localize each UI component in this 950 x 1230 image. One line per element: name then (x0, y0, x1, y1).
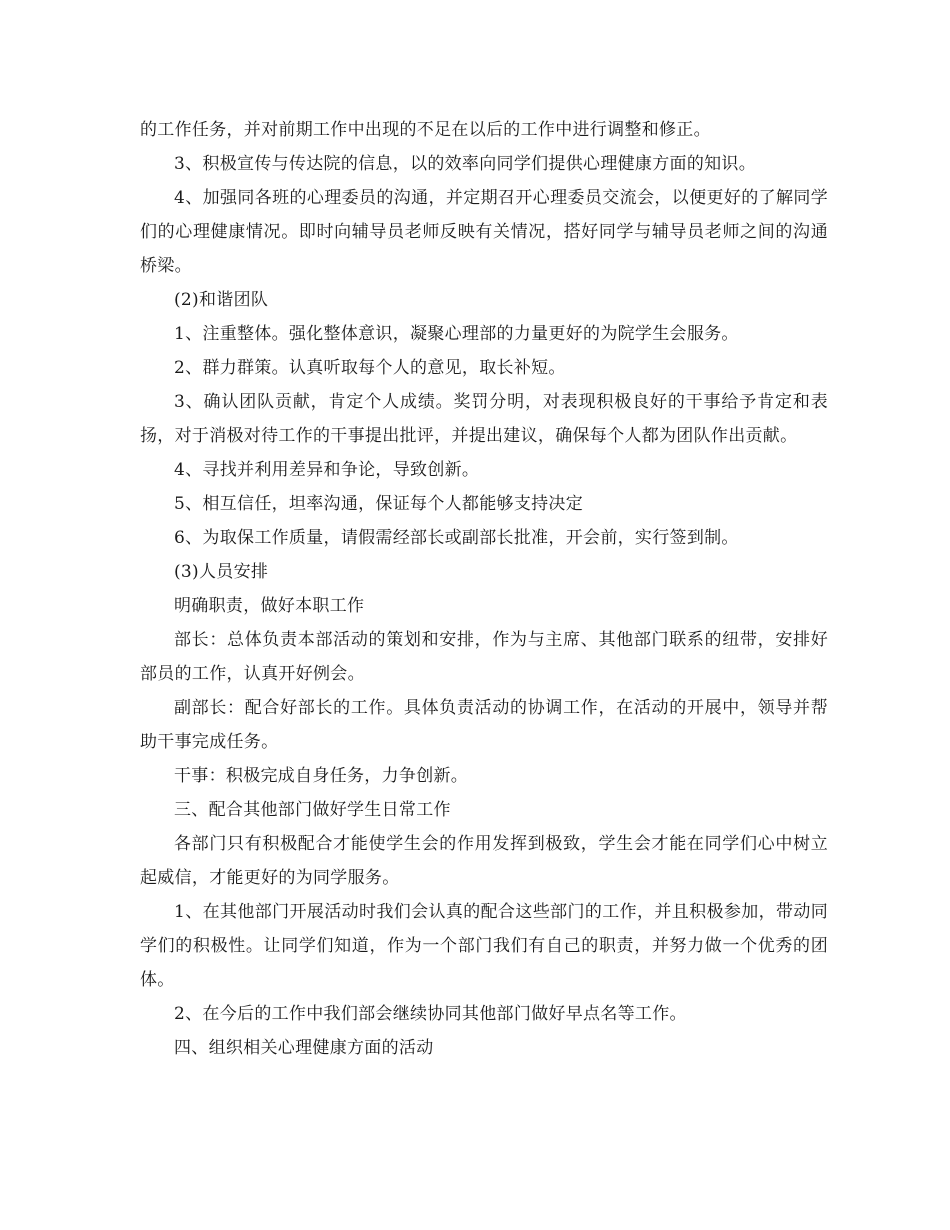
paragraph-cooperation-item-1: 1、在其他部门开展活动时我们会认真的配合这些部门的工作，并且积极参加，带动同学们的积极性。让同学们知道，作为一个部门我们有自己的职责，并努力做一个优秀的团体。 (140, 902, 828, 990)
paragraph-duties-intro: 明确职责，做好本职工作 (174, 596, 365, 616)
paragraph-staff-role: 干事：积极完成自身任务，力争创新。 (174, 766, 469, 786)
paragraph-team-item-3: 3、确认团队贡献，肯定个人成绩。奖罚分明，对表现积极良好的干事给予肯定和表扬，对于消极对待工作的干事提出批评，并提出建议，确保每个人都为团队作出贡献。 (140, 392, 828, 446)
paragraph-vice-minister-role: 副部长：配合好部长的工作。具体负责活动的协调工作，在活动的开展中，领导并帮助干事完成任务。 (140, 698, 828, 752)
paragraph-team-item-6: 6、为取保工作质量，请假需经部长或副部长批准，开会前，实行签到制。 (174, 528, 739, 548)
section-heading-cooperate-departments: 三、配合其他部门做好学生日常工作 (174, 800, 451, 820)
paragraph-team-item-4: 4、寻找并利用差异和争论，导致创新。 (174, 460, 480, 480)
paragraph-cooperation-intro: 各部门只有积极配合才能使学生会的作用发挥到极致，学生会才能在同学们心中树立起威信，才能更好的为同学服务。 (140, 834, 828, 888)
paragraph-minister-role: 部长：总体负责本部活动的策划和安排，作为与主席、其他部门联系的纽带，安排好部员的工作，认真开好例会。 (140, 630, 828, 684)
paragraph-item-4-communication: 4、加强同各班的心理委员的沟通，并定期召开心理委员交流会，以便更好的了解同学们的心理健康情况。即时向辅导员老师反映有关情况，搭好同学与辅导员老师之间的沟通桥梁。 (140, 188, 828, 276)
paragraph-cooperation-item-2: 2、在今后的工作中我们部会继续协同其他部门做好早点名等工作。 (174, 1004, 687, 1024)
document-page (140, 113, 828, 1065)
section-heading-staffing: (3)人员安排 (174, 562, 269, 582)
section-heading-mental-health-activities: 四、组织相关心理健康方面的活动 (174, 1038, 434, 1058)
paragraph-team-item-5: 5、相互信任，坦率沟通，保证每个人都能够支持决定 (174, 494, 584, 514)
section-heading-harmonious-team: (2)和谐团队 (174, 290, 269, 310)
paragraph-continuation: 的工作任务，并对前期工作中出现的不足在以后的工作中进行调整和修正。 (140, 120, 711, 140)
paragraph-team-item-2: 2、群力群策。认真听取每个人的意见，取长补短。 (174, 358, 566, 378)
paragraph-item-3-publicity: 3、积极宣传与传达院的信息，以的效率向同学们提供心理健康方面的知识。 (174, 154, 757, 174)
paragraph-team-item-1: 1、注重整体。强化整体意识，凝聚心理部的力量更好的为院学生会服务。 (174, 324, 739, 344)
